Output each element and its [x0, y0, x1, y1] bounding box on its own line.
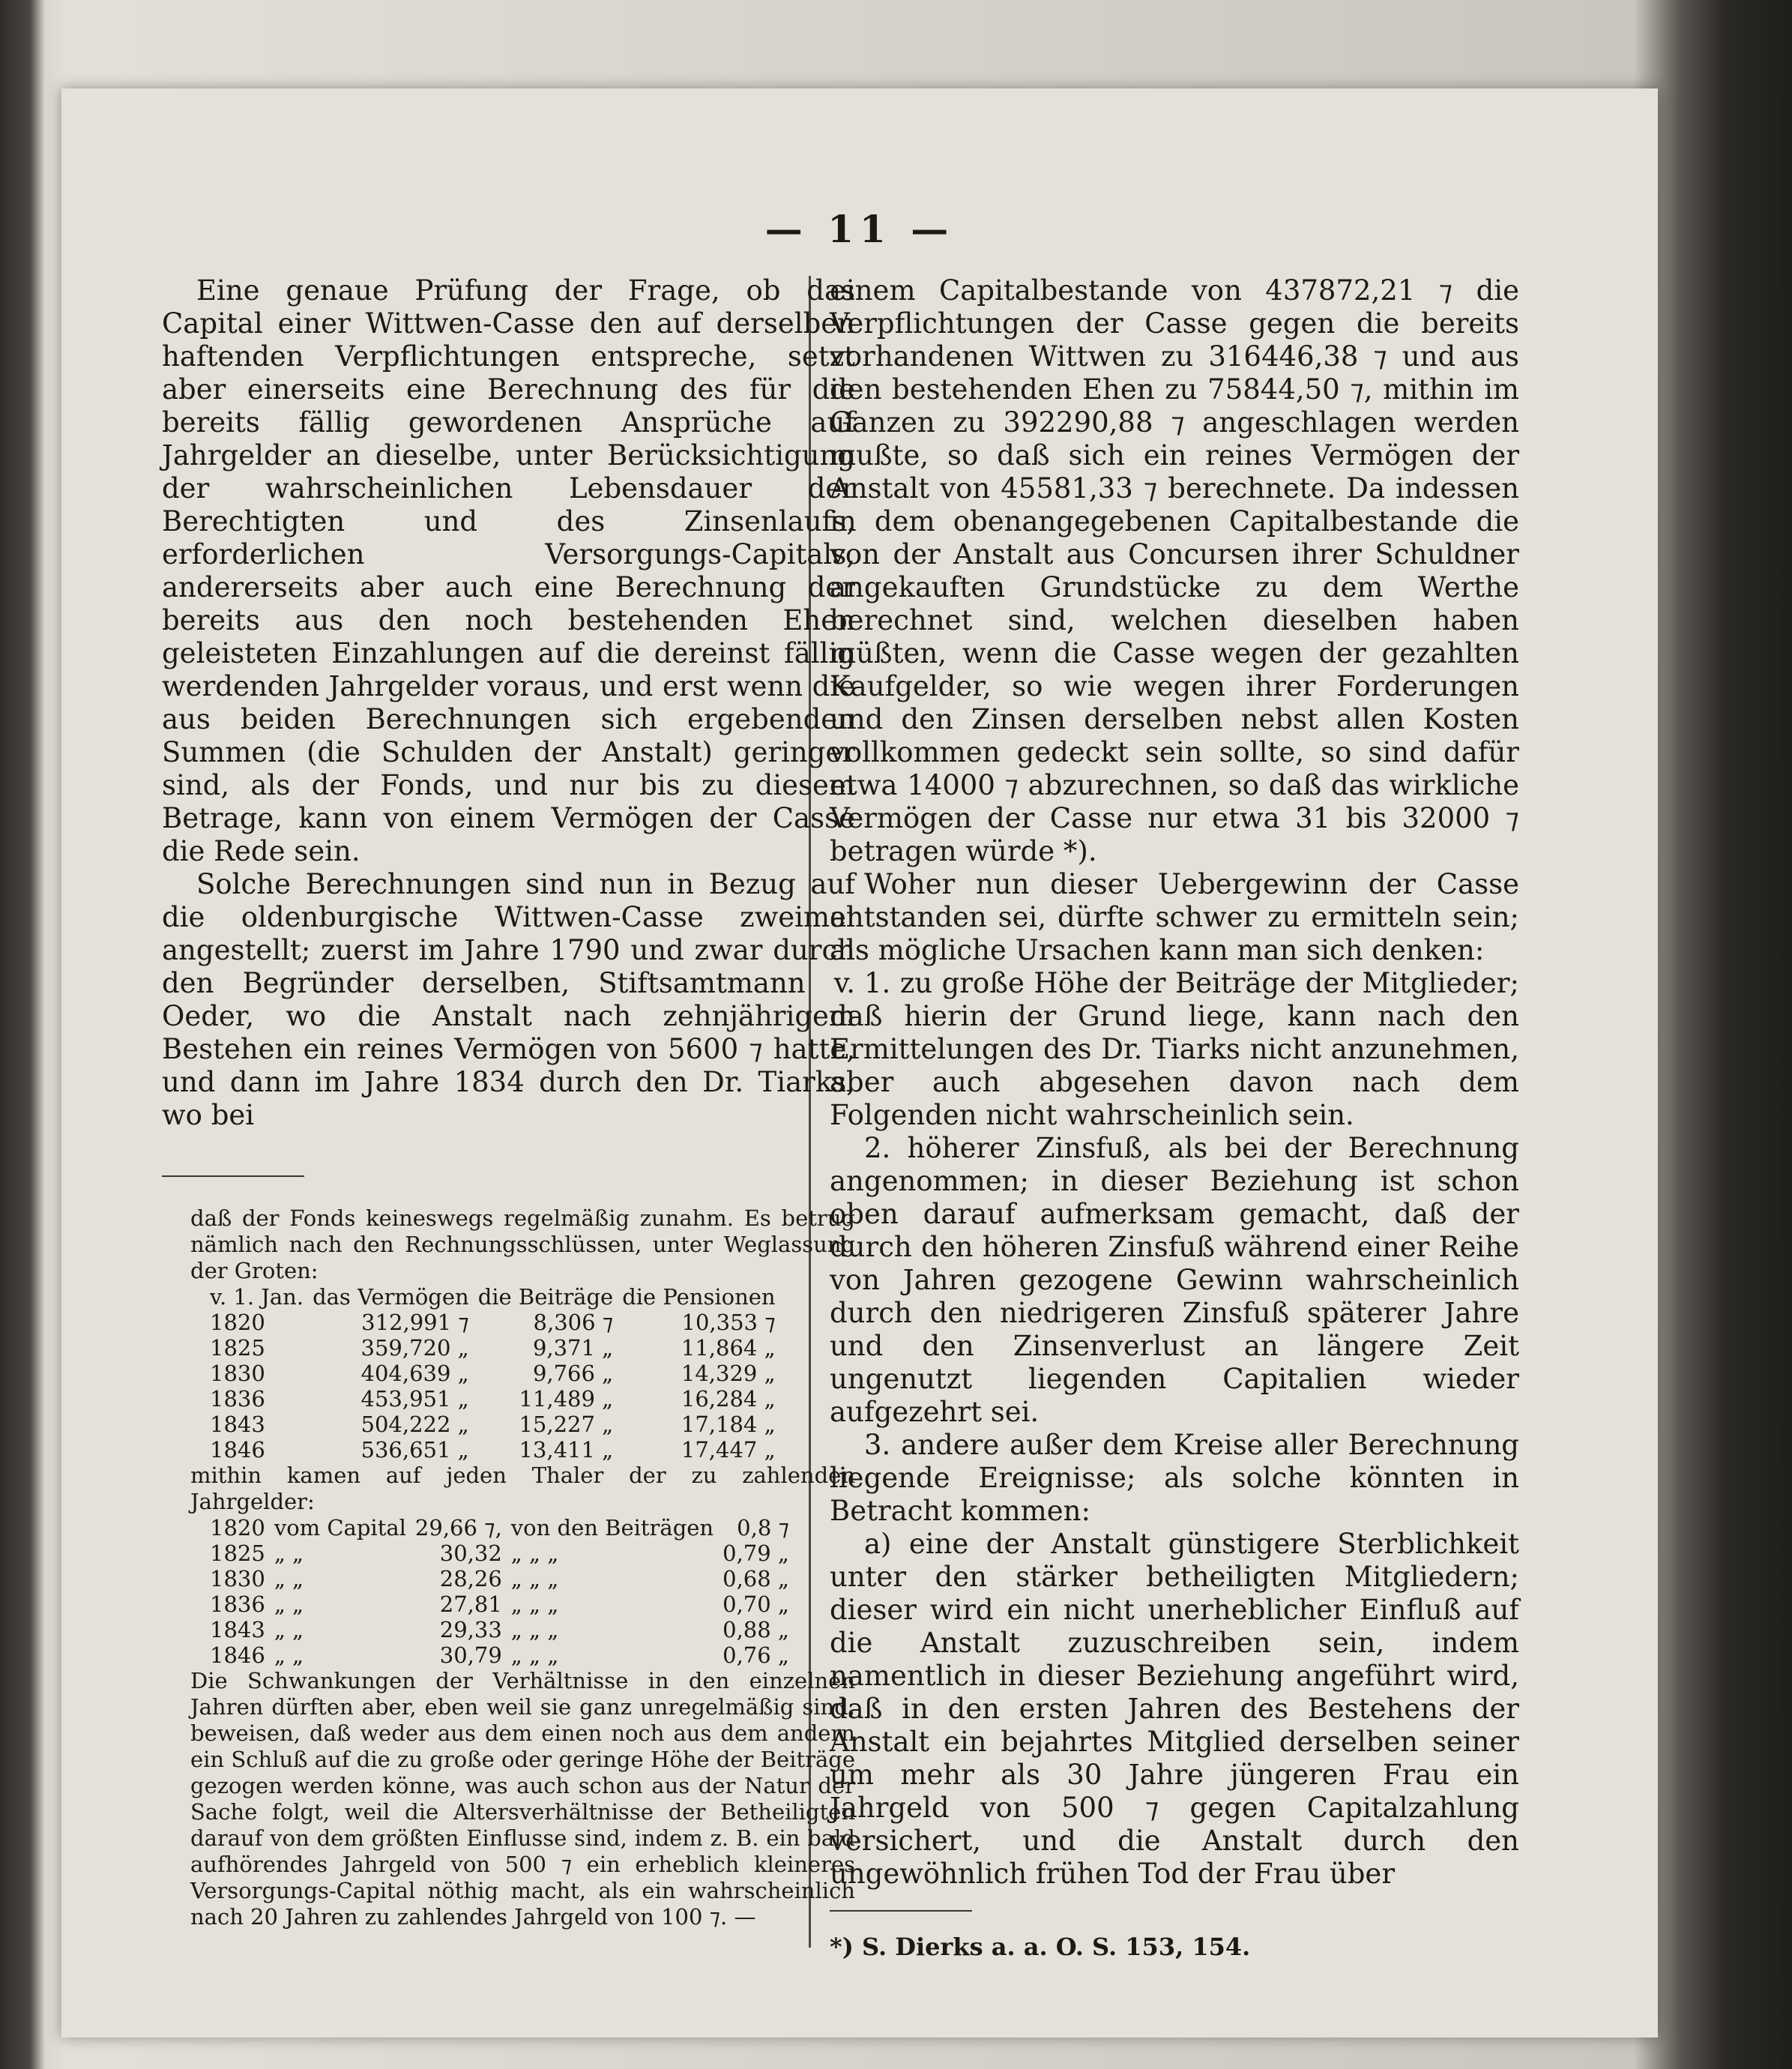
pensions-cell: 17,184 „ — [681, 1412, 776, 1437]
pensions-cell: 11,864 „ — [681, 1335, 776, 1361]
footnote-rule-right — [830, 1910, 972, 1912]
right-paragraph-6: a) eine der Anstalt günstigere Sterblichkeit unter den stärker betheiligten Mitgliedern; dieser wird ein nicht unerheblicher Einfluß auf die Anstalt zuzuschreiben sein, indem namentlich in dieser Beziehung angeführt wird, daß in den ersten Jahren des Bestehens der Anstalt ein bejahrtes Mitglied derselben seiner um mehr als 30 Jahre jüngeren Frau ein Jahrgeld von 500 ⁊ gegen Capitalzahlung versichert, und die Anstalt durch den ungewöhnlich frühen Tod der Frau über — [830, 1528, 1519, 1890]
capital-cell: 29,33 — [439, 1617, 502, 1642]
year-cell: 1843 — [210, 1412, 265, 1437]
col-header-contributions: die Beiträge — [477, 1284, 614, 1310]
contributions-cell: 9,371 „ — [532, 1335, 614, 1361]
year-cell: 1836 — [210, 1591, 265, 1617]
contributions-cell: 11,489 „ — [519, 1386, 614, 1412]
pensions-cell: 17,447 „ — [681, 1437, 776, 1463]
assets-cell: 453,951 „ — [360, 1386, 469, 1412]
contributions-cell: 13,411 „ — [519, 1437, 614, 1463]
ratio-table — [205, 1515, 855, 1668]
table-row — [205, 1361, 780, 1386]
left-paragraph-2: Solche Berechnungen sind nun in Bezug auf die oldenburgische Wittwen-Casse zweimal angestellt; zuerst im Jahre 1790 und zwar durch den Begründer derselben, Stiftsamtmann v. Oeder, wo die Anstalt nach zehnjährigem Bestehen ein reines Vermögen von 5600 ⁊ hatte, und dann im Jahre 1834 durch den Dr. Tiarks, wo bei — [162, 868, 855, 1131]
right-paragraph-5: 3. andere außer dem Kreise aller Berechnung liegende Ereignisse; als solche könnten in Betracht kommen: — [830, 1429, 1519, 1527]
table-row — [205, 1617, 794, 1642]
right-column — [830, 274, 1519, 1961]
table-row — [205, 1437, 780, 1463]
year-cell: 1836 — [210, 1386, 265, 1412]
contribution-ratio-cell: 0,79 „ — [722, 1541, 789, 1566]
label-cell: „ „ „ — [510, 1591, 559, 1617]
right-paragraph-4: 2. höherer Zinsfuß, als bei der Berechnung angenommen; in dieser Beziehung ist schon oben darauf aufmerksam gemacht, daß der durch den höheren Zinsfuß während einer Reihe von Jahren gezogene Gewinn wahrscheinlich durch den niedrigeren Zinsfuß späterer Jahre und den Zinsenverlust an längere Zeit ungenutzt liegenden Capitalien wieder aufgezehrt sei. — [830, 1132, 1519, 1428]
footnote-middle: mithin kamen auf jeden Thaler der zu zahlenden Jahrgelder: — [190, 1463, 855, 1514]
table-row — [205, 1566, 794, 1591]
capital-cell: 30,32 — [439, 1541, 502, 1566]
assets-cell: 312,991 ⁊ — [361, 1310, 469, 1335]
assets-cell: 359,720 „ — [360, 1335, 469, 1361]
footnote-intro: daß der Fonds keineswegs regelmäßig zunahm. Es betrug nämlich nach den Rechnungsschlüssen, unter Weglassung der Groten: — [190, 1205, 855, 1283]
year-cell: 1846 — [210, 1437, 265, 1463]
year-cell: 1830 — [210, 1361, 265, 1386]
year-cell: 1846 — [210, 1642, 265, 1668]
left-footnote — [162, 1205, 855, 1930]
year-cell: 1820 — [210, 1310, 265, 1335]
table-row — [205, 1412, 780, 1437]
fund-table-header — [205, 1284, 780, 1310]
left-paragraph-1: Eine genaue Prüfung der Frage, ob das Capital einer Wittwen-Casse den auf derselben haftenden Verpflichtungen entspreche, setzt aber einerseits eine Berechnung des für die bereits fällig gewordenen Ansprüche auf Jahrgelder an dieselbe, unter Berücksichtigung der wahrscheinlichen Lebensdauer der Berechtigten und des Zinsenlaufs, erforderlichen Versorgungs-Capitals, andererseits aber auch eine Berechnung der bereits aus den noch bestehenden Ehen geleisteten Einzahlungen auf die dereinst fällig werdenden Jahrgelder voraus, und erst wenn die aus beiden Berechnungen sich ergebenden Summen (die Schulden der Anstalt) geringer sind, als der Fonds, und nur bis zu diesem Betrage, kann von einem Vermögen der Casse die Rede sein. — [162, 274, 855, 867]
label-cell: vom Capital — [274, 1515, 406, 1541]
year-cell: 1820 — [210, 1515, 265, 1541]
pensions-cell: 16,284 „ — [681, 1386, 776, 1412]
contribution-ratio-cell: 0,68 „ — [722, 1566, 789, 1591]
table-row — [205, 1541, 794, 1566]
label-cell: „ „ „ — [510, 1541, 559, 1566]
label-cell: „ „ — [274, 1566, 304, 1591]
table-row — [205, 1642, 794, 1668]
capital-cell: 30,79 — [439, 1642, 502, 1668]
pensions-cell: 14,329 „ — [681, 1361, 776, 1386]
label-cell: „ „ „ — [510, 1617, 559, 1642]
book-page — [61, 88, 1658, 2038]
contributions-cell: 8,306 ⁊ — [533, 1310, 614, 1335]
contribution-ratio-cell: 0,70 „ — [722, 1591, 789, 1617]
year-cell: 1825 — [210, 1335, 265, 1361]
left-column — [162, 274, 855, 1930]
label-cell: „ „ „ — [510, 1566, 559, 1591]
capital-cell: 27,81 — [439, 1591, 502, 1617]
label-cell: „ „ — [274, 1541, 304, 1566]
label-cell: „ „ — [274, 1617, 304, 1642]
table-row — [205, 1310, 780, 1335]
col-header-assets: das Vermögen — [313, 1284, 469, 1310]
col-header-date: v. 1. Jan. — [210, 1284, 304, 1310]
contributions-cell: 9,766 „ — [532, 1361, 614, 1386]
footnote-end: Die Schwankungen der Verhältnisse in den einzelnen Jahren dürften aber, eben weil sie ganz unregelmäßig sind, beweisen, daß weder aus dem einen noch aus dem andern ein Schluß auf die zu große oder geringe Höhe der Beiträge gezogen werden könne, was auch schon aus der Natur der Sache folgt, weil die Altersverhältnisse der Betheiligten darauf von dem größten Einflusse sind, indem z. B. ein bald aufhörendes Jahrgeld von 500 ⁊ ein erheblich kleineres Versorgungs-Capital nöthig macht, als ein wahrscheinlich nach 20 Jahren zu zahlendes Jahrgeld von 100 ⁊. — — [190, 1668, 855, 1930]
label-cell: von den Beiträgen — [510, 1515, 714, 1541]
capital-cell: 28,26 — [439, 1566, 502, 1591]
year-cell: 1825 — [210, 1541, 265, 1566]
table-row — [205, 1591, 794, 1617]
assets-cell: 536,651 „ — [360, 1437, 469, 1463]
footnote-rule — [162, 1175, 304, 1177]
contribution-ratio-cell: 0,8 ⁊ — [737, 1515, 789, 1541]
fund-table — [205, 1284, 855, 1463]
contributions-cell: 15,227 „ — [519, 1412, 614, 1437]
pensions-cell: 10,353 ⁊ — [681, 1310, 776, 1335]
col-header-pensions: die Pensionen — [622, 1284, 776, 1310]
right-paragraph-3: 1. zu große Höhe der Beiträge der Mitglieder; daß hierin der Grund liege, kann nach den Ermittelungen des Dr. Tiarks nicht anzunehmen, aber auch abgesehen davon nach dem Folgenden nicht wahrscheinlich sein. — [830, 967, 1519, 1131]
right-paragraph-2: Woher nun dieser Uebergewinn der Casse entstanden sei, dürfte schwer zu ermitteln sein; als mögliche Ursachen kann man sich denken: — [830, 868, 1519, 966]
label-cell: „ „ „ — [510, 1642, 559, 1668]
table-row — [205, 1515, 794, 1541]
assets-cell: 404,639 „ — [360, 1361, 469, 1386]
table-row — [205, 1386, 780, 1412]
table-row — [205, 1335, 780, 1361]
contribution-ratio-cell: 0,76 „ — [722, 1642, 789, 1668]
year-cell: 1830 — [210, 1566, 265, 1591]
page-number: — 11 — — [764, 207, 955, 251]
label-cell: „ „ — [274, 1642, 304, 1668]
label-cell: „ „ — [274, 1591, 304, 1617]
year-cell: 1843 — [210, 1617, 265, 1642]
capital-cell: 29,66 ⁊, — [414, 1515, 502, 1541]
contribution-ratio-cell: 0,88 „ — [722, 1617, 789, 1642]
right-paragraph-1: einem Capitalbestande von 437872,21 ⁊ die Verpflichtungen der Casse gegen die bereits vorhandenen Wittwen zu 316446,38 ⁊ und aus den bestehenden Ehen zu 75844,50 ⁊, mithin im Ganzen zu 392290,88 ⁊ angeschlagen werden mußte, so daß sich ein reines Vermögen der Anstalt von 45581,33 ⁊ berechnete. Da indessen in dem obenangegebenen Capitalbestande die von der Anstalt aus Concursen ihrer Schuldner angekauften Grundstücke zu dem Werthe berechnet sind, welchen dieselben haben müßten, wenn die Casse wegen der gezahlten Kaufgelder, so wie wegen ihrer Forderungen und den Zinsen derselben nebst allen Kosten vollkommen gedeckt sein sollte, so sind dafür etwa 14000 ⁊ abzurechnen, so daß das wirkliche Vermögen der Casse nur etwa 31 bis 32000 ⁊ betragen würde *). — [830, 274, 1519, 867]
right-footnote: *) S. Dierks a. a. O. S. 153, 154. — [830, 1933, 1251, 1961]
assets-cell: 504,222 „ — [360, 1412, 469, 1437]
